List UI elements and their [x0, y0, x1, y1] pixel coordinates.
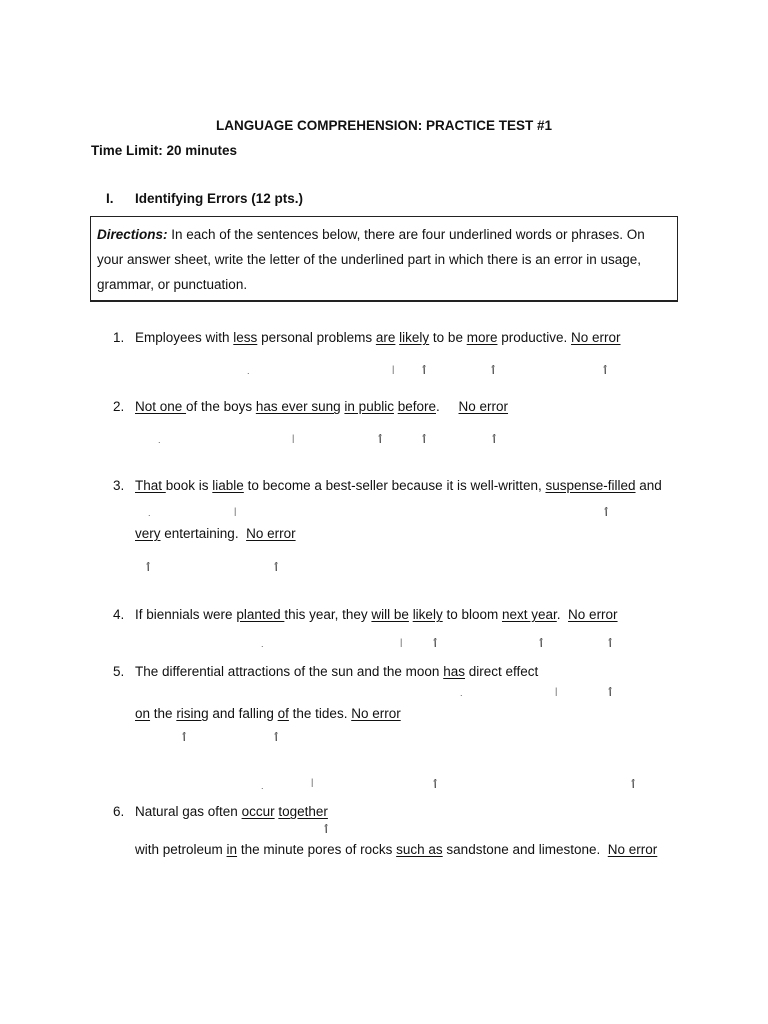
directions-box [90, 216, 678, 302]
sentence-text: Employees with [135, 330, 234, 345]
sentence-text: to bloom [442, 607, 502, 622]
directions-label: Directions: [97, 227, 168, 242]
sentence-text: productive. [497, 330, 572, 345]
option-marker: . [261, 781, 264, 791]
option-marker: ٲ [273, 562, 280, 574]
option-marker: . [148, 508, 151, 518]
option-marker: | [234, 506, 237, 516]
option-e: No error [351, 706, 401, 721]
question-number: 2. [113, 399, 125, 414]
sentence-text: this year, they [284, 607, 372, 622]
option-c: likely [412, 607, 443, 622]
question-number: 4. [113, 607, 125, 622]
question-6-line [135, 804, 328, 819]
option-a: That [135, 478, 166, 493]
section-title: Identifying Errors (12 pts.) [135, 191, 304, 206]
question-number: 5. [113, 664, 125, 679]
option-e: No error [246, 526, 296, 541]
option-c: suspense-filled [545, 478, 636, 493]
option-marker: ٲ [630, 779, 637, 791]
option-a: less [233, 330, 258, 345]
option-a: has [443, 664, 465, 679]
option-b: liable [212, 478, 244, 493]
sentence-text: . [556, 607, 569, 622]
option-marker: ٲ [603, 507, 610, 519]
sentence-text: the [150, 706, 177, 721]
sentence-text: personal problems [257, 330, 376, 345]
option-c: in public [344, 399, 394, 414]
option-d: before [397, 399, 436, 414]
sentence-text: sandstone and limestone. [442, 842, 608, 857]
directions-text: In each of the sentences below, there are four underlined words or phrases. On your answer sheet, write the letter of the underlined part in which there is an error in usage, grammar, or punctuation. [97, 227, 645, 292]
option-d: very [135, 526, 161, 541]
option-d: next year [501, 607, 557, 622]
question-number: 6. [113, 804, 125, 819]
option-marker: ٲ [602, 365, 609, 377]
option-marker: ٲ [377, 434, 384, 446]
question-3-line [135, 478, 662, 493]
sentence-text: The differential attractions of the sun and the moon [135, 664, 444, 679]
option-a: occur [241, 804, 275, 819]
option-marker: . [158, 435, 161, 445]
option-c: rising [176, 706, 209, 721]
question-number: 1. [113, 330, 125, 345]
sentence-text: entertaining. [160, 526, 247, 541]
option-marker: ٲ [145, 562, 152, 574]
question-1-line [135, 330, 621, 345]
question-5-line [135, 664, 538, 679]
option-marker: . [261, 639, 264, 649]
option-marker: ٲ [273, 732, 280, 744]
sentence-text: the tides. [288, 706, 352, 721]
sentence-text: to be [429, 330, 467, 345]
option-a: Not one [135, 399, 187, 414]
option-d: such as [396, 842, 443, 857]
option-b: together [278, 804, 328, 819]
sentence-text: with petroleum [135, 842, 227, 857]
question-number: 3. [113, 478, 125, 493]
option-marker: . [460, 688, 463, 698]
option-b: are [375, 330, 396, 345]
option-marker: ٲ [421, 365, 428, 377]
option-marker: ٲ [490, 365, 497, 377]
page-title: LANGUAGE COMPREHENSION: PRACTICE TEST #1 [215, 118, 553, 133]
option-e: No error [607, 842, 658, 857]
section-number: I. [106, 191, 114, 206]
question-6-line-2 [135, 842, 657, 857]
question-3-line-2 [135, 526, 296, 541]
option-marker: ٲ [607, 638, 614, 650]
option-marker: ٲ [538, 638, 545, 650]
option-marker: ٲ [181, 732, 188, 744]
sentence-text: to become a best-seller because it is well-written, [243, 478, 546, 493]
option-marker: | [555, 686, 558, 696]
option-marker: | [311, 777, 314, 787]
option-d: more [466, 330, 498, 345]
option-marker: ٲ [432, 638, 439, 650]
option-b: on [135, 706, 151, 721]
option-e: No error [458, 399, 509, 414]
option-marker: ٲ [607, 687, 614, 699]
option-marker: ٲ [323, 824, 330, 836]
sentence-text: book is [165, 478, 213, 493]
option-marker: | [400, 637, 403, 647]
sentence-text: of the boys [186, 399, 256, 414]
sentence-text: . [436, 399, 459, 414]
sentence-text: If biennials were [135, 607, 237, 622]
sentence-text: and falling [208, 706, 278, 721]
option-e: No error [571, 330, 621, 345]
option-marker: ٲ [491, 434, 498, 446]
option-marker: ٲ [421, 434, 428, 446]
option-c: likely [399, 330, 430, 345]
time-limit: Time Limit: 20 minutes [91, 143, 238, 158]
option-marker: . [247, 366, 250, 376]
option-d: of [277, 706, 289, 721]
option-marker: | [292, 433, 295, 443]
option-b: will be [371, 607, 409, 622]
sentence-text: direct effect [464, 664, 539, 679]
option-a: planted [236, 607, 285, 622]
option-b: has ever sung [255, 399, 341, 414]
option-c: in [226, 842, 238, 857]
option-e: No error [568, 607, 618, 622]
question-4-line [135, 607, 618, 622]
option-marker: ٲ [432, 779, 439, 791]
sentence-text: and [635, 478, 662, 493]
option-marker: | [392, 364, 395, 374]
question-2-line [135, 399, 508, 414]
sentence-text: the minute pores of rocks [237, 842, 397, 857]
sentence-text: Natural gas often [135, 804, 242, 819]
question-5-line-2 [135, 706, 401, 721]
